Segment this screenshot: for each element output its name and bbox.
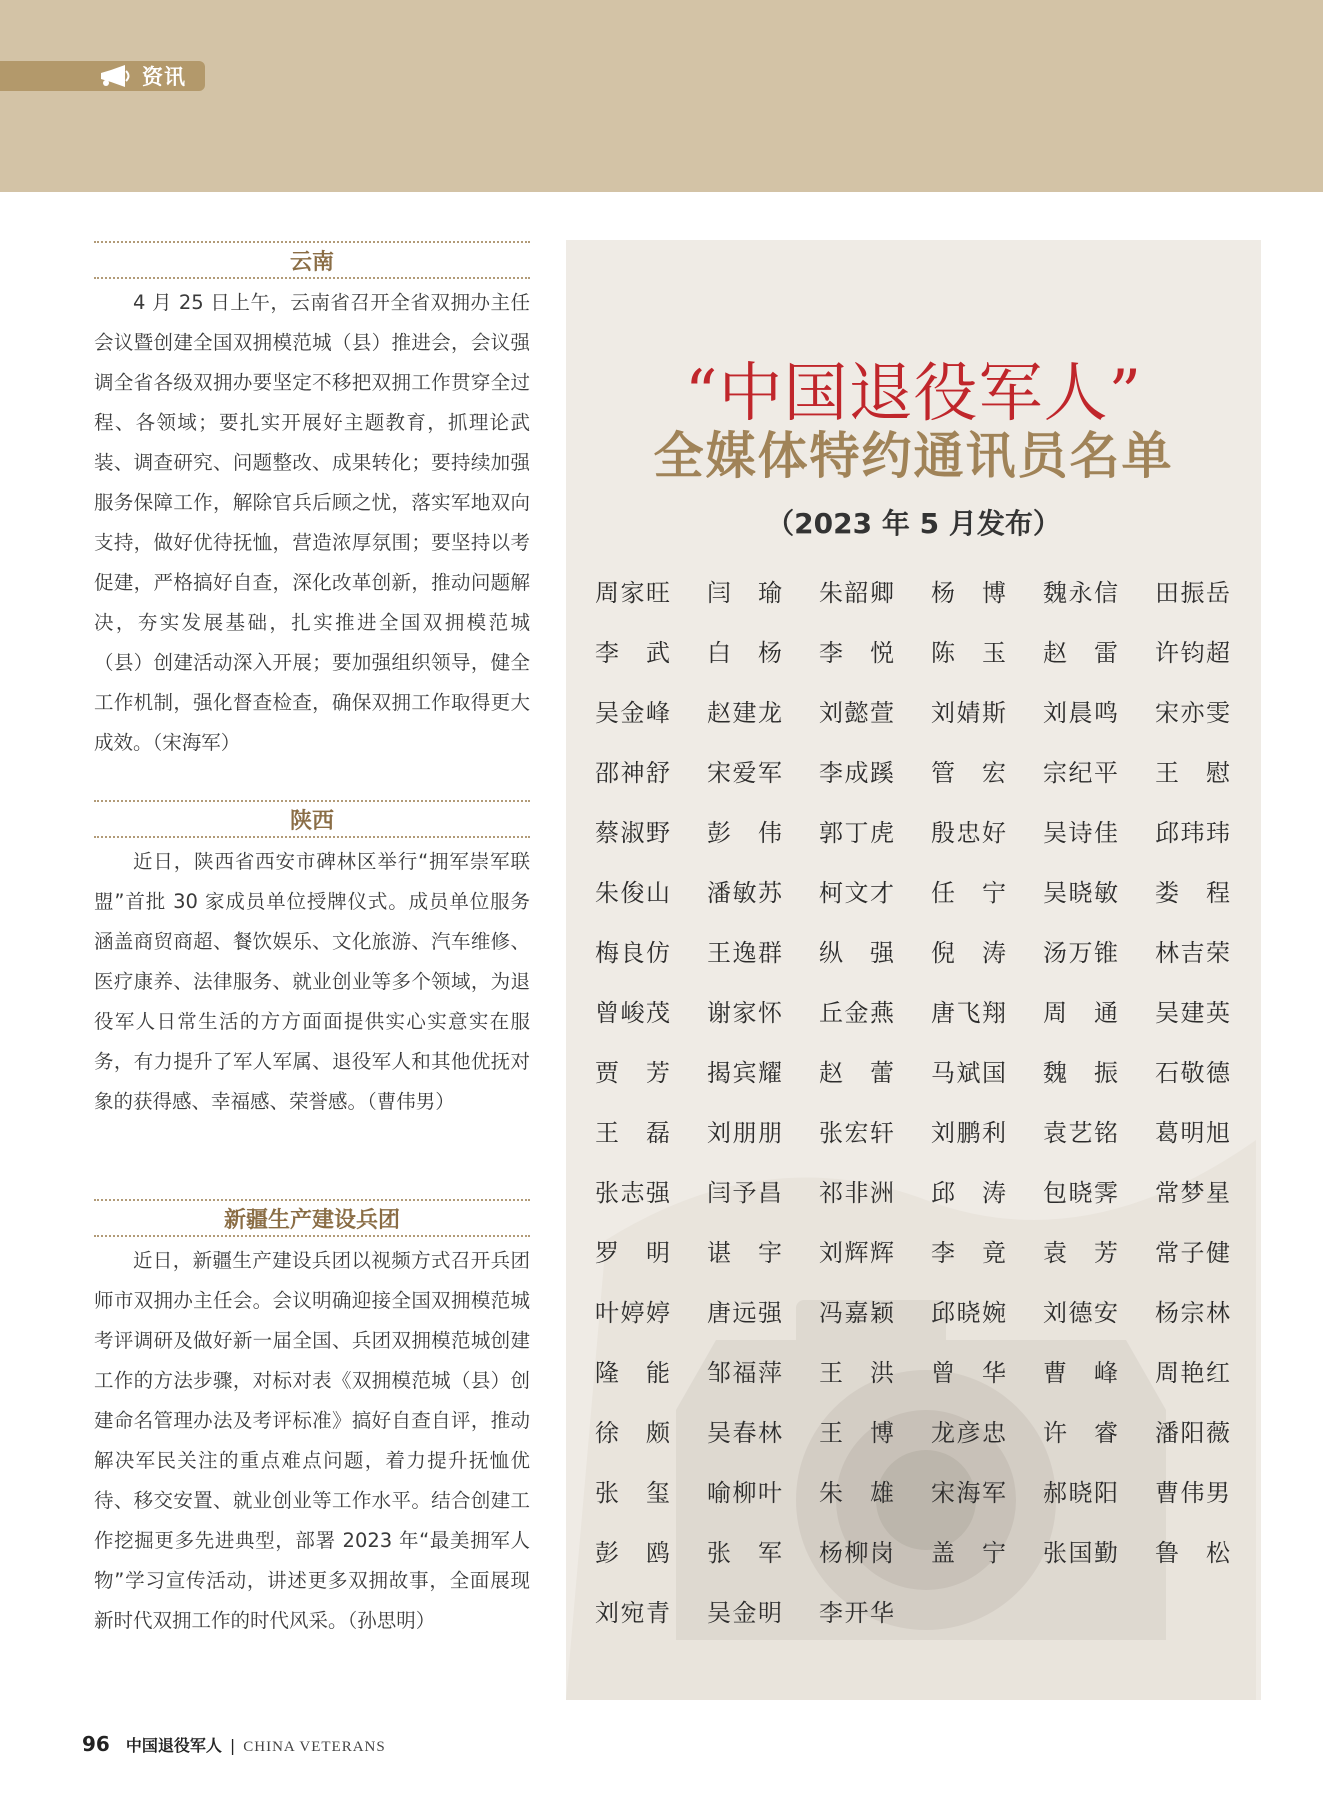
correspondent-name: 魏永信 xyxy=(1043,579,1118,607)
correspondent-name: 常子健 xyxy=(1155,1239,1230,1267)
correspondent-name: 隆能 xyxy=(595,1359,670,1387)
correspondent-name: 闫予昌 xyxy=(707,1179,782,1207)
correspondent-name: 吴诗佳 xyxy=(1043,819,1118,847)
correspondent-name: 杨柳岗 xyxy=(819,1539,894,1567)
correspondent-name: 李竟 xyxy=(931,1239,1006,1267)
correspondent-name: 刘宛青 xyxy=(595,1599,670,1627)
correspondent-name: 石敬德 xyxy=(1155,1059,1230,1087)
article-shaanxi xyxy=(94,800,530,1122)
page-number: 96 xyxy=(82,1732,110,1756)
correspondent-name: 纵强 xyxy=(819,939,894,967)
correspondent-name: 谌宇 xyxy=(707,1239,782,1267)
correspondent-name: 袁艺铭 xyxy=(1043,1119,1118,1147)
correspondent-name: 宗纪平 xyxy=(1043,759,1118,787)
correspondent-name: 唐飞翔 xyxy=(931,999,1006,1027)
page-footer xyxy=(82,1732,386,1760)
correspondent-name: 曹伟男 xyxy=(1155,1479,1230,1507)
list-title: “中国退役军人” xyxy=(684,357,1143,431)
article-xinjiang xyxy=(94,1199,530,1641)
correspondent-name: 贾芳 xyxy=(595,1059,670,1087)
correspondent-name: 陈玉 xyxy=(931,639,1006,667)
correspondent-name: 葛明旭 xyxy=(1155,1119,1230,1147)
correspondent-name: 郭丁虎 xyxy=(819,819,894,847)
correspondent-name: 刘朋朋 xyxy=(707,1119,782,1147)
section-tab xyxy=(0,61,205,91)
correspondent-name: 任宁 xyxy=(931,879,1006,907)
correspondent-name: 周通 xyxy=(1043,999,1118,1027)
correspondent-name: 刘懿萱 xyxy=(819,699,894,727)
correspondent-name: 朱韶卿 xyxy=(819,579,894,607)
correspondent-name: 刘辉辉 xyxy=(819,1239,894,1267)
section-label: 资讯 xyxy=(142,65,186,89)
correspondent-name: 魏振 xyxy=(1043,1059,1118,1087)
article-body: 近日，新疆生产建设兵团以视频方式召开兵团师市双拥办主任会。会议明确迎接全国双拥模范城考评调研及做好新一届全国、兵团双拥模范城创建工作的方法步骤，对标对表《双拥模范城（县）创建命名管理办法及考评标准》搞好自查自评，推动解决军民关注的重点难点问题，着力提升抚恤优待、移交安置、就业创业等工作水平。结合创建工作挖掘更多先进典型，部署 2023 年“最美拥军人物”学习宣传活动，讲述更多双拥故事，全面展现新时代双拥工作的时代风采。（孙思明） xyxy=(94,1249,530,1632)
correspondent-name: 张宏轩 xyxy=(819,1119,894,1147)
magazine-name-en: CHINA VETERANS xyxy=(243,1739,386,1755)
correspondent-name: 彭伟 xyxy=(707,819,782,847)
correspondent-name: 周家旺 xyxy=(595,579,670,607)
correspondent-name: 罗明 xyxy=(595,1239,670,1267)
list-subtitle: 全媒体特约通讯员名单 xyxy=(653,426,1174,485)
correspondent-name: 许钧超 xyxy=(1155,639,1230,667)
correspondent-name: 揭宾耀 xyxy=(707,1059,782,1087)
correspondent-name: 丘金燕 xyxy=(819,999,894,1027)
article-heading: 新疆生产建设兵团 xyxy=(94,1199,530,1237)
correspondent-name: 殷忠好 xyxy=(931,819,1006,847)
correspondent-name: 谢家怀 xyxy=(707,999,782,1027)
article-body: 4 月 25 日上午，云南省召开全省双拥办主任会议暨创建全国双拥模范城（县）推进会，会议强调全省各级双拥办要坚定不移把双拥工作贯穿全过程、各领域；要扎实开展好主题教育，抓理论武装、调查研究、问题整改、成果转化；要持续加强服务保障工作，解除官兵后顾之忧，落实军地双向支持，做好优待抚恤，营造浓厚氛围；要坚持以考促建，严格搞好自查，深化改革创新，推动问题解决，夯实发展基础，扎实推进全国双拥模范城（县）创建活动深入开展；要加强组织领导，健全工作机制，强化督查检查，确保双拥工作取得更大成效。（宋海军） xyxy=(94,291,530,754)
correspondent-name: 柯文才 xyxy=(819,879,894,907)
correspondent-name: 管宏 xyxy=(931,759,1006,787)
correspondent-name: 许睿 xyxy=(1043,1419,1118,1447)
correspondent-name: 宋海军 xyxy=(931,1479,1006,1507)
correspondent-name: 王慰 xyxy=(1155,759,1230,787)
correspondent-name: 李悦 xyxy=(819,639,894,667)
correspondent-name: 赵建龙 xyxy=(707,699,782,727)
correspondent-name: 张玺 xyxy=(595,1479,670,1507)
correspondent-name: 张军 xyxy=(707,1539,782,1567)
correspondent-name: 杨博 xyxy=(931,579,1006,607)
correspondent-name: 倪涛 xyxy=(931,939,1006,967)
article-heading: 陕西 xyxy=(94,800,530,838)
correspondent-name: 邹福萍 xyxy=(707,1359,782,1387)
correspondent-name: 王博 xyxy=(819,1419,894,1447)
correspondent-name: 袁芳 xyxy=(1043,1239,1118,1267)
correspondent-name: 李武 xyxy=(595,639,670,667)
names-grid xyxy=(595,573,1235,1653)
correspondent-name: 吴金峰 xyxy=(595,699,670,727)
correspondent-name: 唐远强 xyxy=(707,1299,782,1327)
article-heading: 云南 xyxy=(94,241,530,279)
magazine-name: 中国退役军人 xyxy=(125,1736,222,1755)
correspondent-name: 白杨 xyxy=(707,639,782,667)
correspondent-name: 闫瑜 xyxy=(707,579,782,607)
correspondent-name: 刘德安 xyxy=(1043,1299,1118,1327)
correspondent-name: 潘敏苏 xyxy=(707,879,782,907)
correspondent-name: 杨宗林 xyxy=(1155,1299,1230,1327)
correspondent-name: 宋亦雯 xyxy=(1155,699,1230,727)
correspondent-name: 李成蹊 xyxy=(819,759,894,787)
correspondent-name: 潘阳薇 xyxy=(1155,1419,1230,1447)
correspondent-name: 曾华 xyxy=(931,1359,1006,1387)
correspondent-name: 彭鸥 xyxy=(595,1539,670,1567)
correspondent-name: 娄程 xyxy=(1155,879,1230,907)
correspondent-name: 蔡淑野 xyxy=(595,819,670,847)
correspondent-name: 邵神舒 xyxy=(595,759,670,787)
correspondent-name: 张志强 xyxy=(595,1179,670,1207)
article-body: 近日，陕西省西安市碑林区举行“拥军崇军联盟”首批 30 家成员单位授牌仪式。成员单位服务涵盖商贸商超、餐饮娱乐、文化旅游、汽车维修、医疗康养、法律服务、就业创业等多个领域，为退役军人日常生活的方方面面提供实心实意实在服务，有力提升了军人军属、退役军人和其他优抚对象的获得感、幸福感、荣誉感。（曹伟男） xyxy=(94,850,530,1113)
correspondent-name: 刘晨鸣 xyxy=(1043,699,1118,727)
correspondent-name: 盖宁 xyxy=(931,1539,1006,1567)
correspondent-name: 邱涛 xyxy=(931,1179,1006,1207)
correspondent-name: 包晓霁 xyxy=(1043,1179,1118,1207)
correspondent-name: 梅良仿 xyxy=(595,939,670,967)
correspondent-name: 鲁松 xyxy=(1155,1539,1230,1567)
correspondent-name: 朱雄 xyxy=(819,1479,894,1507)
correspondent-name: 曹峰 xyxy=(1043,1359,1118,1387)
footer-separator: | xyxy=(229,1736,236,1755)
correspondent-name: 冯嘉颖 xyxy=(819,1299,894,1327)
correspondent-name: 赵雷 xyxy=(1043,639,1118,667)
correspondent-name: 吴建英 xyxy=(1155,999,1230,1027)
correspondent-name: 田振岳 xyxy=(1155,579,1230,607)
list-release-date: （2023 年 5 月发布） xyxy=(766,507,1061,540)
correspondent-name: 林吉荣 xyxy=(1155,939,1230,967)
correspondent-name: 张国勤 xyxy=(1043,1539,1118,1567)
correspondent-name: 喻柳叶 xyxy=(707,1479,782,1507)
correspondent-name: 徐颇 xyxy=(595,1419,670,1447)
correspondent-name: 常梦星 xyxy=(1155,1179,1230,1207)
correspondent-name: 王逸群 xyxy=(707,939,782,967)
article-yunnan xyxy=(94,241,530,763)
correspondent-name: 曾峻茂 xyxy=(595,999,670,1027)
correspondent-name: 邱玮玮 xyxy=(1155,819,1230,847)
correspondent-name: 刘婧斯 xyxy=(931,699,1006,727)
correspondent-name: 吴金明 xyxy=(707,1599,782,1627)
correspondent-name: 周艳红 xyxy=(1155,1359,1230,1387)
header-band xyxy=(0,0,1323,192)
correspondent-name: 叶婷婷 xyxy=(595,1299,670,1327)
correspondent-name: 王洪 xyxy=(819,1359,894,1387)
correspondent-name: 王磊 xyxy=(595,1119,670,1147)
correspondent-name: 李开华 xyxy=(819,1599,894,1627)
correspondent-name: 龙彦忠 xyxy=(931,1419,1006,1447)
correspondent-name: 邱晓婉 xyxy=(931,1299,1006,1327)
correspondent-name: 祁非洲 xyxy=(819,1179,894,1207)
megaphone-icon xyxy=(98,65,134,87)
correspondent-name: 马斌国 xyxy=(931,1059,1006,1087)
correspondent-name: 朱俊山 xyxy=(595,879,670,907)
correspondent-name: 汤万锥 xyxy=(1043,939,1118,967)
correspondent-name: 吴春林 xyxy=(707,1419,782,1447)
correspondent-name: 赵蕾 xyxy=(819,1059,894,1087)
correspondent-name: 吴晓敏 xyxy=(1043,879,1118,907)
correspondent-name: 刘鹏利 xyxy=(931,1119,1006,1147)
correspondent-name: 郝晓阳 xyxy=(1043,1479,1118,1507)
correspondent-list-panel xyxy=(566,240,1261,1700)
correspondent-name: 宋爱军 xyxy=(707,759,782,787)
